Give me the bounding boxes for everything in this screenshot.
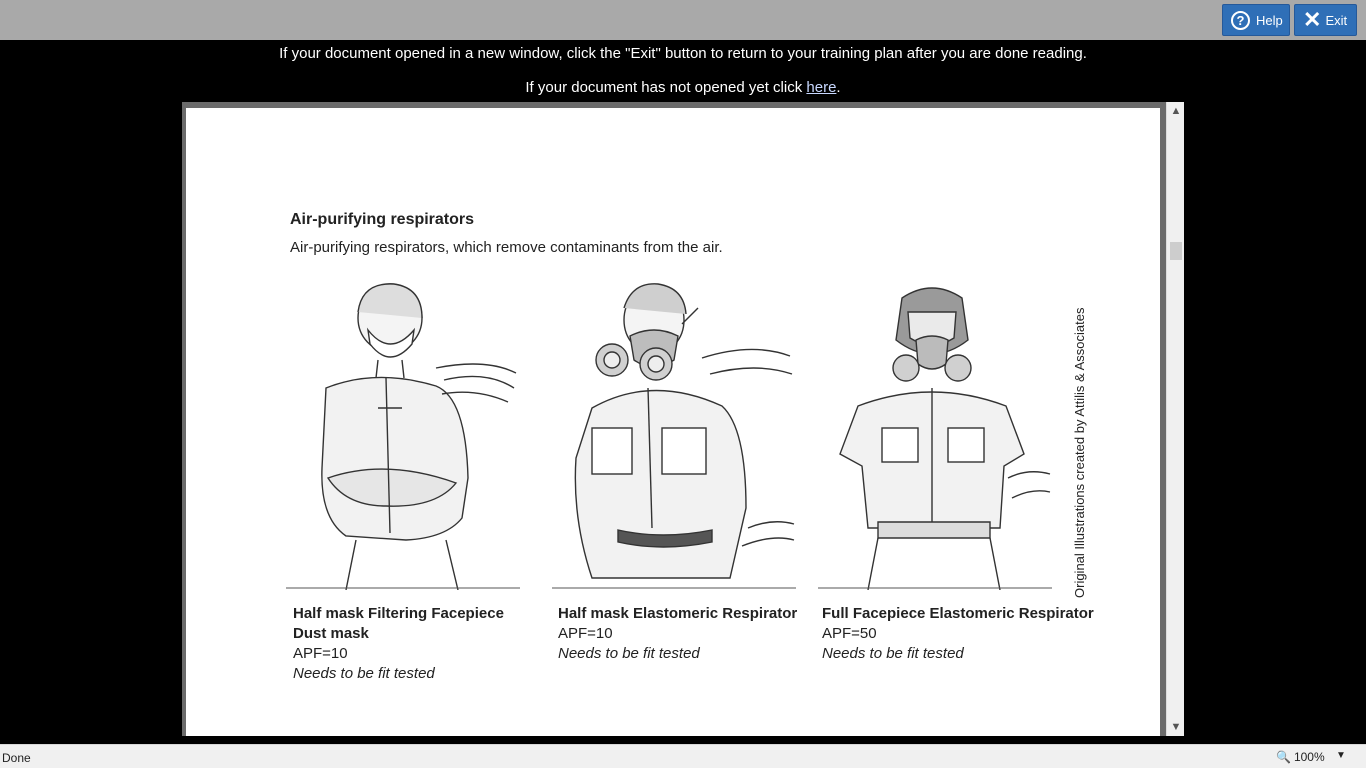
- exit-label: Exit: [1325, 12, 1348, 28]
- figure-3-note: Needs to be fit tested: [822, 645, 964, 662]
- help-button[interactable]: [1222, 4, 1290, 36]
- document-scrollbar[interactable]: [1166, 102, 1184, 736]
- document-page: [186, 108, 1160, 736]
- figure-3-apf: APF=50: [822, 625, 877, 642]
- zoom-level: 100%: [1293, 750, 1325, 764]
- scroll-thumb[interactable]: [1170, 242, 1182, 260]
- status-bar: [0, 744, 1366, 768]
- not-opened-suffix: .: [836, 79, 841, 96]
- figure-1-apf: APF=10: [293, 645, 348, 662]
- status-text: Done: [2, 751, 31, 765]
- section-heading: Air-purifying respirators: [290, 211, 475, 228]
- help-icon: ?: [1231, 11, 1250, 30]
- help-label: Help: [1256, 12, 1283, 28]
- figure-caption-2: [558, 604, 797, 664]
- dust-mask-illustration: [286, 278, 522, 590]
- full-facepiece-respirator-illustration: [818, 278, 1054, 590]
- top-toolbar: [0, 0, 1366, 40]
- figure-2-note: Needs to be fit tested: [558, 645, 700, 662]
- illustration-credit: [1074, 283, 1088, 598]
- scroll-up-icon[interactable]: ▲: [1170, 105, 1182, 117]
- illustration-credit-text: Original Illustrations created by Attilis & Associates: [1072, 307, 1087, 598]
- exit-button[interactable]: [1294, 4, 1357, 36]
- figure-1-note: Needs to be fit tested: [293, 665, 435, 682]
- figure-caption-1: [293, 604, 504, 684]
- figure-caption-3: [822, 604, 1094, 664]
- instruction-text: If your document opened in a new window, click the "Exit" button to return to your training plan after you are done reading.: [279, 45, 1087, 62]
- here-link[interactable]: here: [806, 79, 837, 96]
- frame-gap: [0, 736, 1366, 744]
- close-icon: ✕: [1303, 7, 1322, 32]
- figure-1-title: Half mask Filtering Facepiece: [293, 605, 504, 622]
- chevron-down-icon[interactable]: ▼: [1336, 750, 1346, 761]
- figure-1-subtitle: Dust mask: [293, 625, 369, 642]
- figure-2-apf: APF=10: [558, 625, 613, 642]
- not-opened-text: [0, 79, 1366, 96]
- zoom-icon: 🔍: [1276, 750, 1291, 764]
- zoom-control[interactable]: [1276, 750, 1325, 764]
- not-opened-prefix: If your document has not opened yet click: [525, 79, 807, 96]
- scroll-down-icon[interactable]: ▼: [1170, 721, 1182, 733]
- half-mask-respirator-illustration: [552, 278, 798, 590]
- figure-3-title: Full Facepiece Elastomeric Respirator: [822, 605, 1094, 622]
- document-frame: [182, 102, 1184, 736]
- figure-2-title: Half mask Elastomeric Respirator: [558, 605, 798, 622]
- section-description: Air-purifying respirators, which remove contaminants from the air.: [290, 239, 723, 256]
